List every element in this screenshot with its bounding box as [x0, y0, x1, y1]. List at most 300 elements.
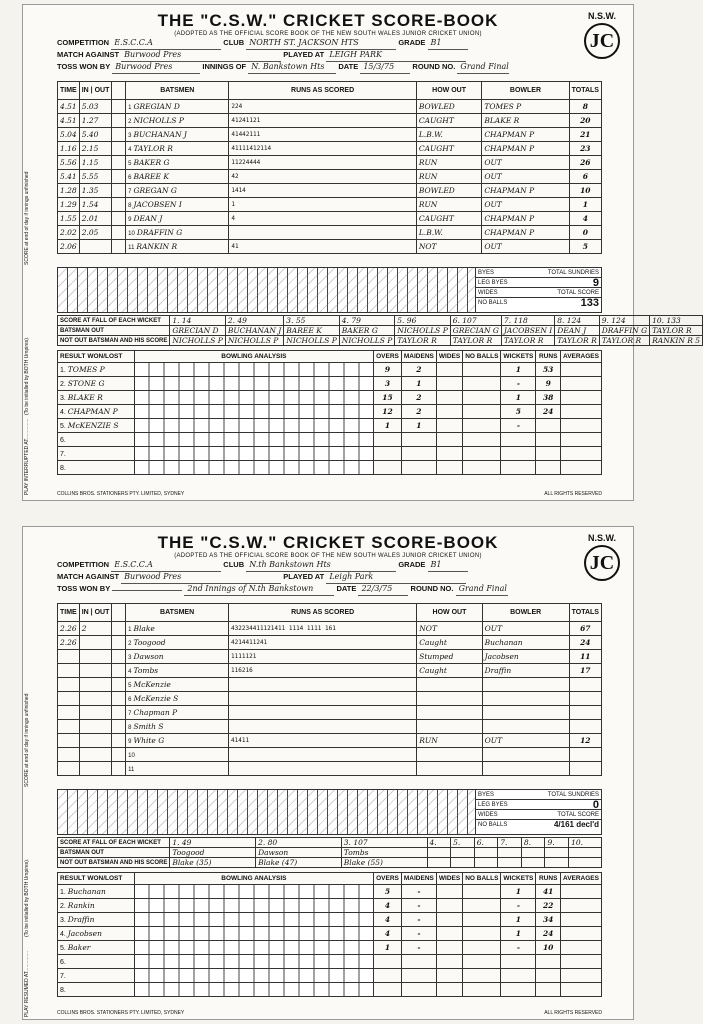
no-balls-cell[interactable]	[463, 927, 501, 941]
bowler-cell[interactable]: CHAPMAN P	[482, 128, 569, 142]
batsman-total-cell[interactable]: 12	[569, 734, 601, 748]
wickets-cell[interactable]	[501, 983, 536, 997]
fall-cell[interactable]: 3. 107	[341, 838, 427, 848]
not-out-cell[interactable]: NICHOLLS P	[225, 336, 283, 346]
bowler-name-cell[interactable]	[58, 927, 135, 941]
club-value-2[interactable]: N.th Bankstown Hts	[246, 559, 396, 572]
time-out-cell[interactable]	[79, 678, 112, 692]
batsman-total-cell[interactable]: 0	[569, 226, 601, 240]
bowler-cell[interactable]: TOMES P	[482, 100, 569, 114]
no-balls-cell[interactable]	[463, 363, 501, 377]
not-out-cell[interactable]: NICHOLLS P	[339, 336, 394, 346]
fall-cell[interactable]: 7. 118	[501, 316, 554, 326]
club-value[interactable]: NORTH ST. JACKSON HTS	[246, 37, 396, 50]
how-out-cell[interactable]	[417, 706, 482, 720]
no-balls-cell[interactable]	[463, 913, 501, 927]
how-out-cell[interactable]: NOT	[417, 622, 482, 636]
runs-scored-cell[interactable]: 41111412114	[229, 142, 416, 156]
bowler-name-cell[interactable]	[58, 941, 135, 955]
average-cell[interactable]	[560, 433, 601, 447]
bowler-cell[interactable]: OUT	[482, 170, 569, 184]
overs-cell[interactable]	[374, 969, 402, 983]
bowler-name-cell[interactable]	[58, 419, 135, 433]
batsman-name-cell[interactable]	[126, 748, 229, 762]
wickets-cell[interactable]: 1	[501, 927, 536, 941]
runs-scored-cell[interactable]: 11224444	[229, 156, 416, 170]
runs-conceded-cell[interactable]: 9	[536, 377, 561, 391]
bowler-cell[interactable]	[482, 720, 569, 734]
average-cell[interactable]	[560, 419, 601, 433]
runs-scored-cell[interactable]	[229, 692, 417, 706]
age-cell[interactable]	[112, 240, 126, 254]
time-in-cell[interactable]: 1.29	[58, 198, 80, 212]
wickets-cell[interactable]: -	[501, 899, 536, 913]
time-out-cell[interactable]	[79, 664, 112, 678]
grade-value[interactable]: B1	[428, 37, 468, 50]
bowler-cell[interactable]: OUT	[482, 240, 569, 254]
bowler-cell[interactable]	[482, 692, 569, 706]
runs-scored-cell[interactable]: 1111121	[229, 650, 417, 664]
fall-cell[interactable]: 5. 96	[395, 316, 450, 326]
no-balls-cell[interactable]	[463, 419, 501, 433]
time-in-cell[interactable]: 4.51	[58, 100, 80, 114]
runs-scored-cell[interactable]: 41411	[229, 734, 417, 748]
batsman-name-cell[interactable]	[126, 664, 229, 678]
how-out-cell[interactable]: RUN	[416, 198, 481, 212]
how-out-cell[interactable]	[417, 748, 482, 762]
overs-cell[interactable]: 15	[374, 391, 402, 405]
runs-conceded-cell[interactable]: 10	[536, 941, 561, 955]
wides-cell[interactable]	[436, 447, 462, 461]
time-in-cell[interactable]	[58, 692, 80, 706]
average-cell[interactable]	[560, 899, 601, 913]
runs-scored-cell[interactable]	[229, 706, 417, 720]
fall-cell[interactable]: 2. 80	[256, 838, 342, 848]
overs-grid-cell[interactable]	[134, 391, 373, 405]
average-cell[interactable]	[560, 969, 601, 983]
bowler-cell[interactable]: OUT	[482, 198, 569, 212]
fall-cell[interactable]: 5.	[451, 838, 475, 848]
overs-grid-cell[interactable]	[134, 377, 373, 391]
date-value[interactable]: 15/3/75	[360, 61, 410, 74]
how-out-cell[interactable]: CAUGHT	[416, 114, 481, 128]
time-out-cell[interactable]: 2	[79, 622, 112, 636]
batsman-total-cell[interactable]: 17	[569, 664, 601, 678]
runs-scored-cell[interactable]	[229, 226, 416, 240]
time-out-cell[interactable]: 1.54	[79, 198, 112, 212]
runs-scored-cell[interactable]: 224	[229, 100, 416, 114]
wides-cell[interactable]	[436, 969, 462, 983]
wickets-cell[interactable]: -	[501, 419, 536, 433]
bowler-cell[interactable]: BLAKE R	[482, 114, 569, 128]
batsman-out-cell[interactable]: NICHOLLS P	[395, 326, 450, 336]
batsman-name-cell[interactable]	[126, 156, 229, 170]
how-out-cell[interactable]: Caught	[417, 664, 482, 678]
overs-grid-cell[interactable]	[134, 927, 373, 941]
runs-conceded-cell[interactable]: 38	[536, 391, 561, 405]
average-cell[interactable]	[560, 941, 601, 955]
wides-cell[interactable]	[436, 899, 462, 913]
wickets-cell[interactable]: 1	[501, 885, 536, 899]
time-out-cell[interactable]: 2.05	[79, 226, 112, 240]
age-cell[interactable]	[112, 100, 126, 114]
maidens-cell[interactable]: -	[401, 899, 436, 913]
runs-conceded-cell[interactable]: 53	[536, 363, 561, 377]
not-out-cell[interactable]	[474, 858, 498, 868]
bowler-cell[interactable]: OUT	[482, 734, 569, 748]
bowler-cell[interactable]: CHAPMAN P	[482, 212, 569, 226]
batsman-total-cell[interactable]	[569, 692, 601, 706]
batsman-total-cell[interactable]: 10	[569, 184, 601, 198]
runs-scored-cell[interactable]	[229, 748, 417, 762]
wickets-cell[interactable]	[501, 447, 536, 461]
wickets-cell[interactable]: 1	[501, 913, 536, 927]
age-cell[interactable]	[112, 212, 126, 226]
batsman-name-cell[interactable]	[126, 184, 229, 198]
fall-cell[interactable]: 6. 107	[450, 316, 501, 326]
wickets-cell[interactable]: 1	[501, 363, 536, 377]
not-out-cell[interactable]	[451, 858, 475, 868]
how-out-cell[interactable]	[417, 692, 482, 706]
maidens-cell[interactable]: -	[401, 927, 436, 941]
no-balls-cell[interactable]	[463, 377, 501, 391]
time-out-cell[interactable]	[79, 240, 112, 254]
runs-scored-cell[interactable]: 432234411121411 1114 1111 161	[229, 622, 417, 636]
batsman-out-cell[interactable]: TAYLOR R	[650, 326, 703, 336]
batsman-out-cell[interactable]: GRECIAN D	[170, 326, 225, 336]
how-out-cell[interactable]: RUN	[416, 156, 481, 170]
batsman-total-cell[interactable]: 26	[569, 156, 601, 170]
time-out-cell[interactable]	[79, 748, 112, 762]
how-out-cell[interactable]: L.B.W.	[416, 128, 481, 142]
no-balls-cell[interactable]	[463, 405, 501, 419]
time-out-cell[interactable]: 5.55	[79, 170, 112, 184]
age-cell[interactable]	[112, 650, 126, 664]
time-out-cell[interactable]	[79, 636, 112, 650]
not-out-cell[interactable]: TAYLOR R	[599, 336, 649, 346]
maidens-cell[interactable]: 2	[401, 405, 436, 419]
time-out-cell[interactable]: 1.27	[79, 114, 112, 128]
batsman-out-cell[interactable]: BAREE K	[284, 326, 339, 336]
batsman-name-cell[interactable]	[126, 100, 229, 114]
age-cell[interactable]	[112, 692, 126, 706]
maidens-cell[interactable]	[401, 955, 436, 969]
batsman-name-cell[interactable]	[126, 212, 229, 226]
bowler-cell[interactable]	[482, 762, 569, 776]
runs-scored-cell[interactable]: 4	[229, 212, 416, 226]
overs-cell[interactable]	[374, 433, 402, 447]
no-balls-cell[interactable]	[463, 461, 501, 475]
average-cell[interactable]	[560, 983, 601, 997]
average-cell[interactable]	[560, 363, 601, 377]
runs-scored-cell[interactable]: 41241121	[229, 114, 416, 128]
runs-conceded-cell[interactable]	[536, 983, 561, 997]
age-cell[interactable]	[112, 184, 126, 198]
total-sundries-value-2[interactable]: 0	[592, 799, 599, 811]
batsman-out-cell[interactable]: DRAFFIN G	[599, 326, 649, 336]
how-out-cell[interactable]: BOWLED	[416, 100, 481, 114]
not-out-cell[interactable]	[521, 858, 545, 868]
batsman-total-cell[interactable]	[569, 678, 601, 692]
bowler-name-cell[interactable]	[58, 983, 135, 997]
batsman-name-cell[interactable]	[126, 720, 229, 734]
batsman-out-cell[interactable]: Dawson	[256, 848, 342, 858]
bowler-cell[interactable]: Buchanan	[482, 636, 569, 650]
bowler-cell[interactable]: CHAPMAN P	[482, 142, 569, 156]
batsman-out-cell[interactable]: GRECIAN G	[450, 326, 501, 336]
fall-cell[interactable]: 1. 14	[170, 316, 225, 326]
age-cell[interactable]	[112, 156, 126, 170]
overs-cell[interactable]: 12	[374, 405, 402, 419]
bowler-cell[interactable]: CHAPMAN P	[482, 226, 569, 240]
bowler-name-cell[interactable]	[58, 461, 135, 475]
overs-cell[interactable]: 3	[374, 377, 402, 391]
bowler-name-cell[interactable]	[58, 391, 135, 405]
batsman-name-cell[interactable]	[126, 198, 229, 212]
maidens-cell[interactable]	[401, 461, 436, 475]
time-out-cell[interactable]: 2.15	[79, 142, 112, 156]
batsman-name-cell[interactable]	[126, 706, 229, 720]
maidens-cell[interactable]: -	[401, 941, 436, 955]
time-in-cell[interactable]: 2.02	[58, 226, 80, 240]
time-in-cell[interactable]	[58, 650, 80, 664]
average-cell[interactable]	[560, 927, 601, 941]
bowler-cell[interactable]	[482, 748, 569, 762]
time-out-cell[interactable]: 1.15	[79, 156, 112, 170]
match-against-value-2[interactable]: Burwood Pres	[121, 571, 281, 584]
runs-scored-cell[interactable]	[229, 720, 417, 734]
no-balls-cell[interactable]	[463, 391, 501, 405]
age-cell[interactable]	[112, 226, 126, 240]
overs-grid-cell[interactable]	[134, 913, 373, 927]
wides-cell[interactable]	[436, 391, 462, 405]
overs-grid-cell[interactable]	[134, 941, 373, 955]
time-in-cell[interactable]	[58, 664, 80, 678]
wides-cell[interactable]	[436, 927, 462, 941]
maidens-cell[interactable]: 1	[401, 377, 436, 391]
batsman-total-cell[interactable]: 67	[569, 622, 601, 636]
fall-cell[interactable]: 9.	[545, 838, 569, 848]
wides-cell[interactable]	[436, 377, 462, 391]
age-cell[interactable]	[112, 622, 126, 636]
runs-conceded-cell[interactable]	[536, 969, 561, 983]
time-in-cell[interactable]: 5.41	[58, 170, 80, 184]
how-out-cell[interactable]	[417, 762, 482, 776]
batsman-name-cell[interactable]	[126, 650, 229, 664]
not-out-cell[interactable]: Blake (55)	[341, 858, 427, 868]
time-out-cell[interactable]: 1.35	[79, 184, 112, 198]
runs-conceded-cell[interactable]	[536, 433, 561, 447]
overs-cell[interactable]: 4	[374, 899, 402, 913]
wickets-cell[interactable]	[501, 955, 536, 969]
how-out-cell[interactable]: Stumped	[417, 650, 482, 664]
batsman-name-cell[interactable]	[126, 692, 229, 706]
time-in-cell[interactable]: 1.55	[58, 212, 80, 226]
wides-cell[interactable]	[436, 461, 462, 475]
played-at-value[interactable]: LEIGH PARK	[326, 49, 466, 62]
time-in-cell[interactable]: 2.26	[58, 622, 80, 636]
wides-cell[interactable]	[436, 885, 462, 899]
runs-scored-cell[interactable]: 116216	[229, 664, 417, 678]
batsman-name-cell[interactable]	[126, 678, 229, 692]
wickets-cell[interactable]: 1	[501, 391, 536, 405]
no-balls-cell[interactable]	[463, 899, 501, 913]
wickets-cell[interactable]: 5	[501, 405, 536, 419]
date-value-2[interactable]: 22/3/75	[358, 583, 408, 596]
batsman-name-cell[interactable]	[126, 170, 229, 184]
wickets-cell[interactable]	[501, 969, 536, 983]
batsman-out-cell[interactable]: DEAN J	[555, 326, 599, 336]
overs-cell[interactable]: 4	[374, 913, 402, 927]
time-in-cell[interactable]: 2.26	[58, 636, 80, 650]
bowler-name-cell[interactable]	[58, 913, 135, 927]
overs-grid-cell[interactable]	[134, 461, 373, 475]
batsman-name-cell[interactable]	[126, 226, 229, 240]
overs-cell[interactable]	[374, 461, 402, 475]
batsman-total-cell[interactable]: 21	[569, 128, 601, 142]
batsman-out-cell[interactable]	[498, 848, 522, 858]
played-at-value-2[interactable]: Leigh Park	[326, 571, 466, 584]
maidens-cell[interactable]	[401, 447, 436, 461]
how-out-cell[interactable]: RUN	[417, 734, 482, 748]
runs-conceded-cell[interactable]: 24	[536, 927, 561, 941]
time-out-cell[interactable]	[79, 692, 112, 706]
not-out-cell[interactable]: TAYLOR R	[450, 336, 501, 346]
runs-scored-cell[interactable]	[229, 678, 417, 692]
bowler-cell[interactable]: OUT	[482, 622, 569, 636]
age-cell[interactable]	[112, 128, 126, 142]
round-value[interactable]: Grand Final	[457, 61, 509, 74]
bowler-cell[interactable]: Draffin	[482, 664, 569, 678]
batsman-name-cell[interactable]	[126, 128, 229, 142]
no-balls-cell[interactable]	[463, 969, 501, 983]
runs-scored-cell[interactable]: 41	[229, 240, 416, 254]
wickets-cell[interactable]	[501, 433, 536, 447]
runs-scored-cell[interactable]: 1	[229, 198, 416, 212]
age-cell[interactable]	[112, 636, 126, 650]
time-out-cell[interactable]	[79, 734, 112, 748]
overs-grid-cell[interactable]	[134, 363, 373, 377]
maidens-cell[interactable]: 2	[401, 391, 436, 405]
grade-value-2[interactable]: B1	[428, 559, 468, 572]
batsman-out-cell[interactable]: Toogood	[170, 848, 256, 858]
how-out-cell[interactable]	[417, 678, 482, 692]
wickets-cell[interactable]	[501, 461, 536, 475]
age-cell[interactable]	[112, 678, 126, 692]
runs-conceded-cell[interactable]: 34	[536, 913, 561, 927]
no-balls-cell[interactable]	[463, 447, 501, 461]
age-cell[interactable]	[112, 748, 126, 762]
bowler-name-cell[interactable]	[58, 433, 135, 447]
overs-cell[interactable]: 5	[374, 885, 402, 899]
overs-grid-cell[interactable]	[134, 955, 373, 969]
toss-value[interactable]: Burwood Pres	[112, 61, 200, 74]
age-cell[interactable]	[112, 762, 126, 776]
not-out-cell[interactable]: NICHOLLS P	[284, 336, 339, 346]
how-out-cell[interactable]: CAUGHT	[416, 142, 481, 156]
average-cell[interactable]	[560, 391, 601, 405]
overs-grid-cell[interactable]	[134, 969, 373, 983]
competition-value-2[interactable]: E.S.C.C.A	[111, 559, 221, 572]
no-balls-cell[interactable]	[463, 955, 501, 969]
bowler-name-cell[interactable]	[58, 969, 135, 983]
not-out-cell[interactable]: RANKIN R 5	[650, 336, 703, 346]
match-against-value[interactable]: Burwood Pres	[121, 49, 281, 62]
age-cell[interactable]	[112, 706, 126, 720]
runs-conceded-cell[interactable]: 24	[536, 405, 561, 419]
batsman-out-cell[interactable]	[427, 848, 451, 858]
maidens-cell[interactable]: -	[401, 913, 436, 927]
runs-scored-cell[interactable]: 41442111	[229, 128, 416, 142]
no-balls-cell[interactable]	[463, 983, 501, 997]
runs-conceded-cell[interactable]: 41	[536, 885, 561, 899]
average-cell[interactable]	[560, 377, 601, 391]
bowler-name-cell[interactable]	[58, 955, 135, 969]
wides-cell[interactable]	[436, 419, 462, 433]
batsman-out-cell[interactable]	[474, 848, 498, 858]
batsman-total-cell[interactable]: 1	[569, 198, 601, 212]
overs-cell[interactable]: 4	[374, 927, 402, 941]
time-out-cell[interactable]	[79, 720, 112, 734]
wides-cell[interactable]	[436, 363, 462, 377]
fall-cell[interactable]: 10.	[569, 838, 602, 848]
overs-grid-cell[interactable]	[134, 433, 373, 447]
average-cell[interactable]	[560, 405, 601, 419]
how-out-cell[interactable]: BOWLED	[416, 184, 481, 198]
bowler-name-cell[interactable]	[58, 447, 135, 461]
time-out-cell[interactable]: 5.40	[79, 128, 112, 142]
fall-cell[interactable]: 4. 79	[339, 316, 394, 326]
age-cell[interactable]	[112, 170, 126, 184]
round-value-2[interactable]: Grand Final	[456, 583, 508, 596]
time-in-cell[interactable]: 1.28	[58, 184, 80, 198]
not-out-cell[interactable]: TAYLOR R	[501, 336, 554, 346]
batsman-out-cell[interactable]: BAKER G	[339, 326, 394, 336]
competition-value[interactable]: E.S.C.C.A	[111, 37, 221, 50]
batsman-name-cell[interactable]	[126, 636, 229, 650]
batsman-name-cell[interactable]	[126, 114, 229, 128]
fall-cell[interactable]: 8. 124	[555, 316, 599, 326]
batsman-name-cell[interactable]	[126, 762, 229, 776]
runs-scored-cell[interactable]: 42	[229, 170, 416, 184]
batsman-out-cell[interactable]	[521, 848, 545, 858]
batsman-name-cell[interactable]	[126, 240, 229, 254]
wickets-cell[interactable]: -	[501, 941, 536, 955]
overs-grid-cell[interactable]	[134, 405, 373, 419]
overs-cell[interactable]	[374, 955, 402, 969]
how-out-cell[interactable]: RUN	[416, 170, 481, 184]
batsman-total-cell[interactable]: 24	[569, 636, 601, 650]
maidens-cell[interactable]: -	[401, 885, 436, 899]
not-out-cell[interactable]	[569, 858, 602, 868]
bowler-cell[interactable]: Jacobsen	[482, 650, 569, 664]
wides-cell[interactable]	[436, 983, 462, 997]
not-out-cell[interactable]: Blake (47)	[256, 858, 342, 868]
overs-cell[interactable]: 1	[374, 941, 402, 955]
bowler-cell[interactable]: CHAPMAN P	[482, 184, 569, 198]
not-out-cell[interactable]: Blake (35)	[170, 858, 256, 868]
maidens-cell[interactable]: 2	[401, 363, 436, 377]
batsman-total-cell[interactable]: 4	[569, 212, 601, 226]
bowler-cell[interactable]	[482, 706, 569, 720]
age-cell[interactable]	[112, 734, 126, 748]
average-cell[interactable]	[560, 955, 601, 969]
time-out-cell[interactable]: 5.03	[79, 100, 112, 114]
batsman-name-cell[interactable]	[126, 142, 229, 156]
overs-cell[interactable]	[374, 447, 402, 461]
total-sundries-value[interactable]: 9	[592, 277, 599, 289]
overs-grid-cell[interactable]	[134, 419, 373, 433]
